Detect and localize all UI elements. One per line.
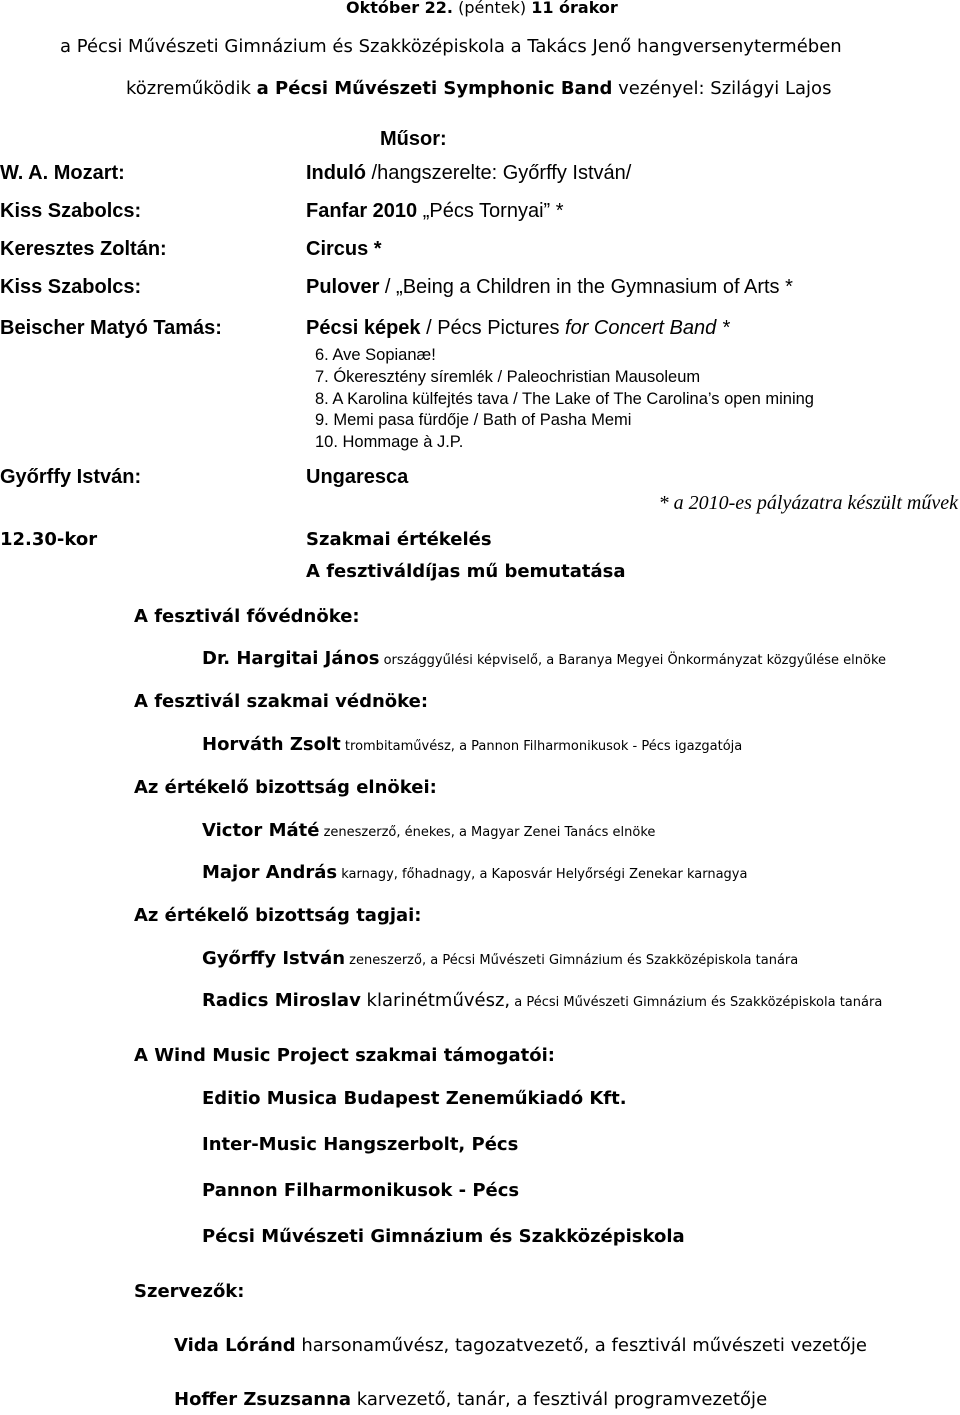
organizer-2-line [174,1389,767,1410]
work-3 [306,238,382,261]
composer-1: W. A. Mozart: [0,162,125,184]
schedule-item-2: A fesztiváldíjas mű bemutatása [306,561,626,582]
schedule-time: 12.30-kor [0,529,98,550]
chair-2-desc: karnagy, főhadnagy, a Kaposvár Helyőrségi Zenekar karnagya [337,867,748,882]
schedule-item-1: Szakmai értékelés [306,529,492,550]
organizer-1-line [174,1335,867,1356]
organizer-1-name: Vida Lóránd [174,1335,296,1356]
member-2-name: Radics Miroslav [202,990,361,1011]
patron-desc: országgyűlési képviselő, a Baranya Megyei Önkormányzat közgyűlése elnöke [379,653,887,668]
supporter-1: Editio Musica Budapest Zeneműkiadó Kft. [202,1088,627,1109]
composer-2: Kiss Szabolcs: [0,200,142,222]
patron-label: A fesztivál fővédnöke: [134,606,360,627]
chair-1-line [202,820,655,841]
conductor: vezényel: Szilágyi Lajos [612,78,832,99]
footnote: * a 2010-es pályázatra készült művek [658,492,958,514]
work-1-title: Induló [306,162,366,184]
work-3-title: Circus [306,238,369,260]
prof-patron-line [202,734,742,755]
work-6: Ungaresca [306,466,409,488]
movement-item: 7. Ókeresztény síremlék / Paleochristian Mausoleum [315,367,701,386]
supporter-2: Inter-Music Hangszerbolt, Pécs [202,1134,519,1155]
header-line-2: a Pécsi Művészeti Gimnázium és Szakközépiskola a Takács Jenő hangversenytermében [60,36,842,57]
work-5 [306,317,730,340]
work-5-note: / Pécs Pictures [420,317,566,339]
patron-name: Dr. Hargitai János [202,648,380,669]
movement-item: 6. Ave Sopianæ! [315,346,436,364]
header-line-1 [346,0,618,17]
prof-patron-name: Horváth Zsolt [202,734,341,755]
movement-item: 8. A Karolina külfejtés tava / The Lake of The Carolina’s open mining [315,389,814,408]
work-2 [306,200,564,223]
movement-list [315,345,814,454]
movement-item: 10. Hommage à J.P. [315,433,464,452]
work-5-title: Pécsi képek [306,317,421,339]
chair-2-name: Major András [202,862,338,883]
composer-5: Beischer Matyó Tamás: [0,317,222,339]
chair-2-line [202,862,747,883]
work-1-note: /hangszerelte: Győrffy István/ [365,162,632,184]
member-1-desc: zeneszerző, a Pécsi Művészeti Gimnázium és Szakközépiskola tanára [345,953,799,968]
work-3-note: * [368,238,382,260]
event-date: Október 22. [346,0,453,17]
supporters-label: A Wind Music Project szakmai támogatói: [134,1045,555,1066]
chairs-label: Az értékelő bizottság elnökei: [134,777,437,798]
patron-line [202,648,886,669]
member-1-line [202,948,798,969]
composer-3: Keresztes Zoltán: [0,238,167,260]
member-1-name: Győrffy István [202,948,346,969]
organizer-2-name: Hoffer Zsuzsanna [174,1389,352,1410]
chair-1-desc: zeneszerző, énekes, a Magyar Zenei Tanács elnöke [319,825,656,840]
supporter-3: Pannon Filharmonikusok - Pécs [202,1180,520,1201]
work-1 [306,162,631,185]
member-2-line [202,990,882,1011]
work-2-title: Fanfar 2010 [306,200,418,222]
organizer-1-desc: harsonaművész, tagozatvezető, a fesztivál művészeti vezetője [295,1335,867,1356]
work-4 [306,276,793,299]
members-label: Az értékelő bizottság tagjai: [134,905,422,926]
work-2-note: „Pécs Tornyai” * [417,200,564,222]
composer-4: Kiss Szabolcs: [0,276,142,298]
organizers-label: Szervezők: [134,1281,245,1302]
supporter-4: Pécsi Művészeti Gimnázium és Szakközépiskola [202,1226,685,1247]
prof-patron-desc: trombitaművész, a Pannon Filharmonikusok - Pécs igazgatója [340,739,743,754]
work-4-title: Pulover [306,276,380,298]
organizer-2-desc: karvezető, tanár, a fesztivál programvezetője [351,1389,768,1410]
prof-patron-label: A fesztivál szakmai védnöke: [134,691,429,712]
performer-name: a Pécsi Művészeti Symphonic Band [256,78,613,99]
movement-item: 9. Memi pasa fürdője / Bath of Pasha Memi [315,411,632,430]
header-line-3 [126,78,831,99]
work-5-subtitle: for Concert Band * [565,317,730,339]
chair-1-name: Victor Máté [202,820,320,841]
event-day: (péntek) [453,0,532,17]
program-title: Műsor: [380,128,447,150]
event-time: 11 órakor [531,0,618,17]
member-2-profession: klarinétművész, [360,990,511,1011]
work-4-note: / „Being a Children in the Gymnasium of Arts * [379,276,793,298]
member-2-desc: a Pécsi Művészeti Gimnázium és Szakközépiskola tanára [510,995,883,1010]
composer-6: Győrffy István: [0,466,142,488]
performer-prefix: közreműködik [126,78,257,99]
